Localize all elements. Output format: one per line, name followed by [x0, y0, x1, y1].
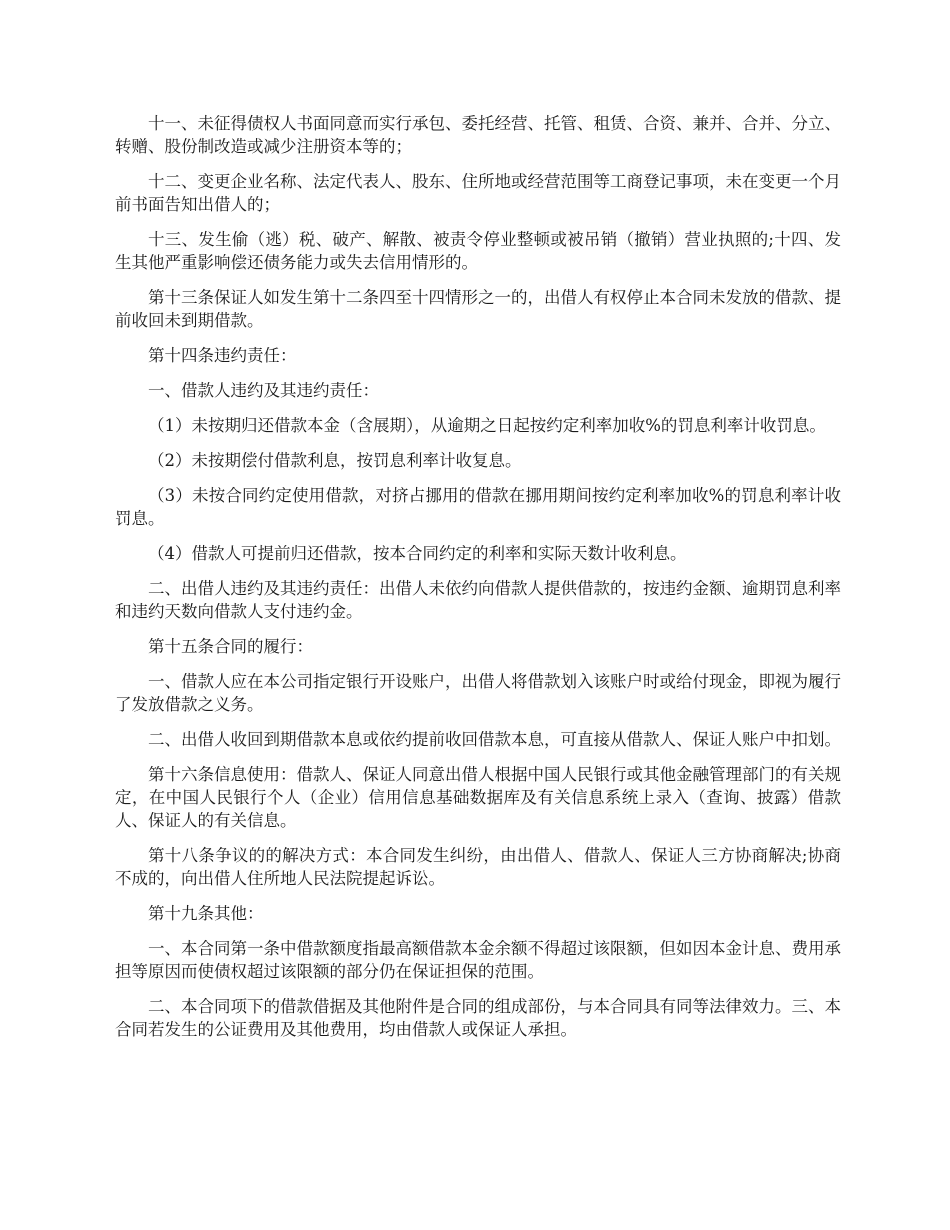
performance-item-1: 一、借款人应在本公司指定银行开设账户，出借人将借款划入该账户时或给付现金，即视为履行了发放借款之义务。 [115, 672, 841, 714]
clause-11-paragraph: 十一、未征得债权人书面同意而实行承包、委托经营、托管、租赁、合资、兼并、合并、分立、转赠、股份制改造或减少注册资本等的； [115, 114, 841, 156]
borrower-default-heading: 一、借款人违约及其违约责任： [148, 381, 379, 400]
borrower-default-item-3: （3）未按合同约定使用借款，对挤占挪用的借款在挪用期间按约定利率加收%的罚息利率计收罚息。 [115, 486, 841, 528]
other-item-2-3: 二、本合同项下的借款借据及其他附件是合同的组成部份，与本合同具有同等法律效力。三、本合同若发生的公证费用及其他费用，均由借款人或保证人承担。 [115, 997, 841, 1039]
borrower-default-item-4: （4）借款人可提前归还借款，按本合同约定的利率和实际天数计收利息。 [148, 544, 687, 563]
clause-12-paragraph: 十二、变更企业名称、法定代表人、股东、住所地或经营范围等工商登记事项，未在变更一个月前书面告知出借人的； [115, 172, 841, 214]
article-18-paragraph: 第十八条争议的的解决方式：本合同发生纠纷，由出借人、借款人、保证人三方协商解决;协商不成的，向出借人住所地人民法院提起诉讼。 [115, 846, 841, 888]
article-19-heading: 第十九条其他： [148, 904, 264, 923]
article-16-paragraph: 第十六条信息使用：借款人、保证人同意出借人根据中国人民银行或其他金融管理部门的有关规定，在中国人民银行个人（企业）信用信息基础数据库及有关信息系统上录入（查询、披露）借款人、保证人的有关信息。 [115, 765, 841, 830]
article-14-heading: 第十四条违约责任： [148, 346, 297, 365]
other-item-1: 一、本合同第一条中借款额度指最高额借款本金余额不得超过该限额，但如因本金计息、费用承担等原因而使债权超过该限额的部分仍在保证担保的范围。 [115, 939, 841, 981]
article-13-paragraph: 第十三条保证人如发生第十二条四至十四情形之一的，出借人有权停止本合同未发放的借款、提前收回未到期借款。 [115, 288, 841, 330]
lender-default-paragraph: 二、出借人违约及其违约责任：出借人未依约向借款人提供借款的，按违约金额、逾期罚息利率和违约天数向借款人支付违约金。 [115, 579, 841, 621]
performance-item-2: 二、出借人收回到期借款本息或依约提前收回借款本息，可直接从借款人、保证人账户中扣划。 [148, 730, 841, 749]
borrower-default-item-2: （2）未按期偿付借款利息，按罚息利率计收复息。 [148, 451, 522, 470]
borrower-default-item-1: （1）未按期归还借款本金（含展期），从逾期之日起按约定利率加收%的罚息利率计收罚息。 [148, 416, 826, 435]
article-15-heading: 第十五条合同的履行： [148, 637, 313, 656]
document-page [115, 112, 841, 1053]
clause-13-14-paragraph: 十三、发生偷（逃）税、破产、解散、被责令停业整顿或被吊销（撤销）营业执照的;十四、发生其他严重影响偿还债务能力或失去信用情形的。 [115, 230, 841, 272]
